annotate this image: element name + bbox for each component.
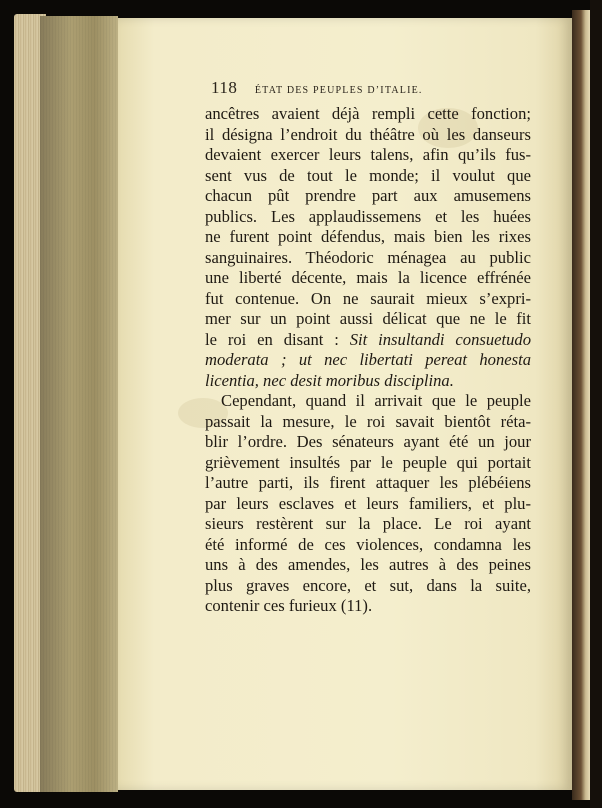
latin-quote: Sit insultandi consuetudo bbox=[349, 329, 531, 349]
text-line: ne furent point défendus, mais bien les rixes bbox=[205, 227, 531, 246]
text-line: par leurs esclaves et leurs familiers, et plu- bbox=[205, 493, 531, 513]
text-line: il désigna l’endroit du théâtre où les danseurs bbox=[205, 124, 531, 144]
text-line: été informé de ces violences, condamna les bbox=[205, 534, 531, 554]
text-line: mer sur un point aussi délicat que ne le fit bbox=[205, 309, 531, 328]
latin-quote: moderata ; ut nec libertati pereat honesta bbox=[205, 350, 531, 369]
text-line: grièvement insultés par le peuple qui portait bbox=[205, 452, 531, 472]
text-line: Cependant, quand il arrivait que le peuple bbox=[221, 391, 531, 410]
text-line: blir l’ordre. Des sénateurs ayant été un jour bbox=[205, 432, 531, 451]
text-line: ancêtres avaient déjà rempli cette fonction; bbox=[205, 104, 531, 123]
text-line: passait la mesure, le roi savait bientôt réta- bbox=[205, 411, 531, 431]
text-line: fut contenue. On ne saurait mieux s’expri- bbox=[205, 288, 531, 308]
text-line: sanguinaires. Théodoric ménagea au public bbox=[205, 247, 531, 267]
background-edge bbox=[590, 0, 602, 808]
running-header bbox=[211, 78, 531, 98]
latin-quote: licentia, nec desit moribus disciplina. bbox=[205, 370, 454, 390]
text-line: uns à des amendes, les autres à des peines bbox=[205, 555, 531, 574]
text-line: chacun pût prendre part aux amusemens bbox=[205, 186, 531, 205]
running-title: ÉTAT DES PEUPLES D’ITALIE. bbox=[254, 85, 423, 96]
text-line: devaient exercer leurs talens, afin qu’ils fus- bbox=[205, 145, 531, 164]
text-line: l’autre parti, ils firent attaquer les plébéiens bbox=[205, 473, 531, 492]
body-text bbox=[205, 104, 531, 617]
page-number: 118 bbox=[211, 78, 238, 97]
text-line: contenir ces furieux (11). bbox=[205, 596, 373, 615]
page-stack-edge bbox=[40, 16, 118, 792]
text-line-quote bbox=[205, 330, 531, 351]
text-line: sieurs restèrent sur la place. Le roi ayant bbox=[205, 514, 531, 533]
text-line: une liberté décente, mais la licence effrénée bbox=[205, 268, 531, 287]
quote-intro: le roi en disant : bbox=[205, 329, 350, 349]
text-line: plus graves encore, et sut, dans la suite, bbox=[205, 575, 531, 595]
text-line: publics. Les applaudissemens et les huées bbox=[205, 206, 531, 226]
text-line: sent vus de tout le monde; il voulut que bbox=[205, 165, 531, 185]
